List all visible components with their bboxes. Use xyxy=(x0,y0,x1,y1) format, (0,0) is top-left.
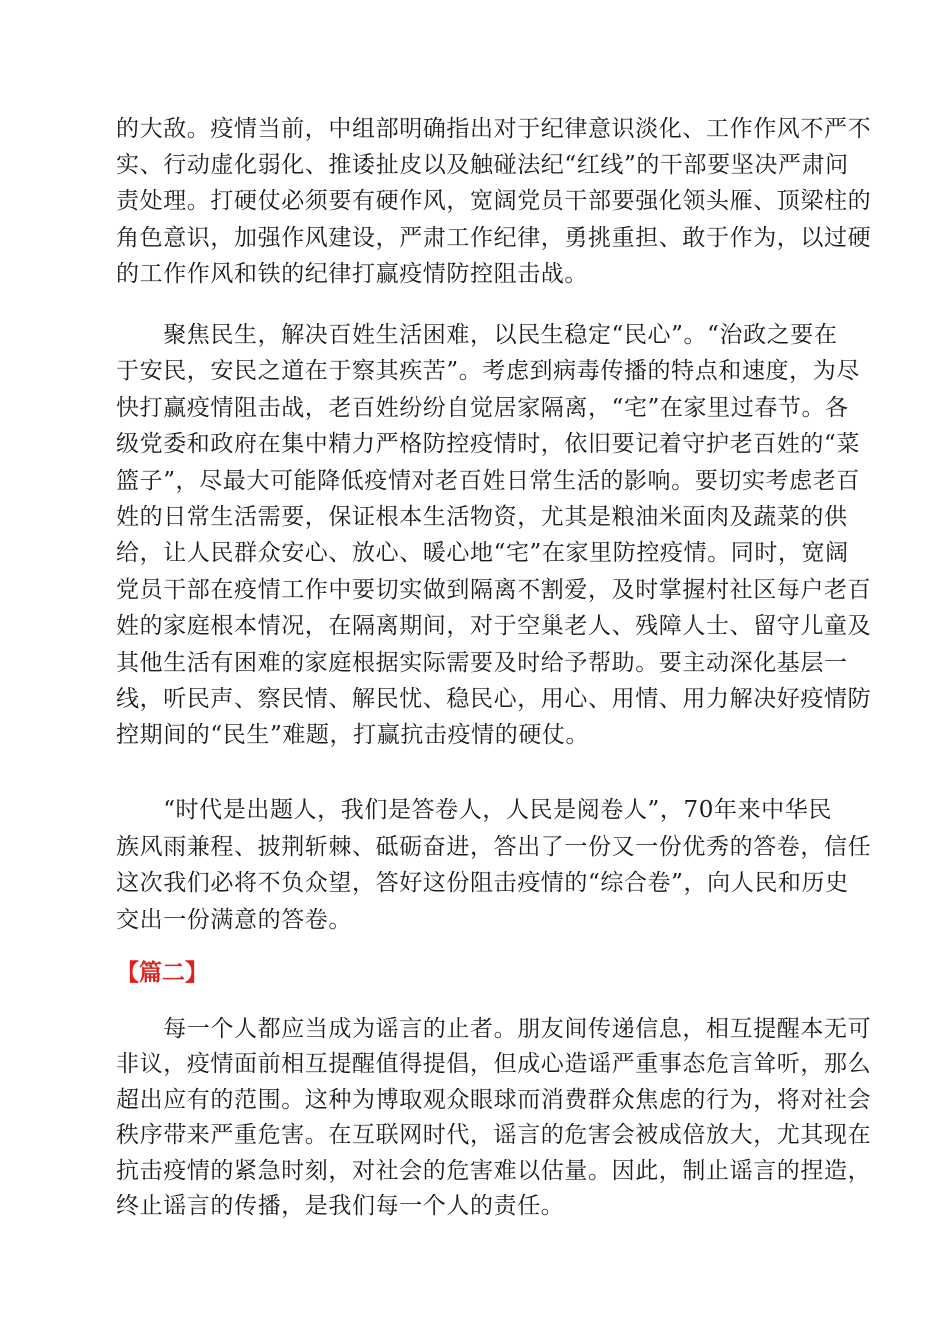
paragraph-line: 聚焦民生，解决百姓生活困难，以民生稳定“民心”。“治政之要在 xyxy=(116,322,838,348)
paragraph-line: 抗击疫情的紧急时刻，对社会的危害难以估量。因此，制止谣言的捏造， xyxy=(116,1157,872,1184)
paragraph-line: 秩序带来严重危害。在互联网时代，谣言的危害会被成倍放大，尤其现在 xyxy=(116,1122,872,1149)
paragraph-line: 其他生活有困难的家庭根据实际需要及时给予帮助。要主动深化基层一 xyxy=(116,649,848,676)
paragraph-line: 超出应有的范围。这种为博取观众眼球而消费群众焦虑的行为，将对社会 xyxy=(116,1086,872,1113)
paragraph-3 xyxy=(116,792,872,938)
paragraph-line: 交出一份满意的答卷。 xyxy=(116,906,352,933)
paragraph-1 xyxy=(116,111,872,292)
paragraph-line: 线，听民声、察民情、解民忧、稳民心，用心、用情、用力解决好疫情防 xyxy=(116,686,872,713)
paragraph-line: 于安民，安民之道在于察其疾苦”。考虑到病毒传播的特点和速度，为尽 xyxy=(116,358,860,385)
paragraph-line: 责处理。打硬仗必须要有硬作风，宽阔党员干部要强化领头雁、顶梁柱的 xyxy=(116,188,872,215)
paragraph-line: 姓的家庭根本情况，在隔离期间，对于空巢老人、残障人士、留守儿童及 xyxy=(116,613,872,640)
paragraph-line: 级党委和政府在集中精力严格防控疫情时，依旧要记着守护老百姓的“菜 xyxy=(116,431,860,458)
paragraph-line: 实、行动虚化弱化、推诿扯皮以及触碰法纪“红线”的干部要坚决严肃问 xyxy=(116,152,849,179)
paragraph-line: 党员干部在疫情工作中要切实做到隔离不割爱，及时掌握村社区每户老百 xyxy=(116,576,872,603)
paragraph-line: 非议，疫情面前相互提醒值得提倡，但成心造谣严重事态危言耸听，那么 xyxy=(116,1051,872,1078)
paragraph-line: 的大敌。疫情当前，中组部明确指出对于纪律意识淡化、工作作风不严不 xyxy=(116,116,872,142)
section-heading: 【篇二】 xyxy=(116,960,208,986)
paragraph-4 xyxy=(116,1012,872,1224)
paragraph-line: 这次我们必将不负众望，答好这份阻击疫情的“综合卷”，向人民和历史 xyxy=(116,870,849,896)
paragraph-line: 族风雨兼程、披荆斩棘、砥砺奋进，答出了一份又一份优秀的答卷，信任 xyxy=(116,833,872,860)
paragraph-line: 快打赢疫情阻击战，老百姓纷纷自觉居家隔离，“宅”在家里过春节。各 xyxy=(116,394,849,421)
paragraph-line: 角色意识，加强作风建设，严肃工作纪律，勇挑重担、敢于作为，以过硬 xyxy=(116,224,872,251)
paragraph-line: “时代是出题人，我们是答卷人，人民是阅卷人”，70年来中华民 xyxy=(116,797,832,823)
paragraph-line: 篮子”，尽最大可能降低疫情对老百姓日常生活的影响。要切实考虑老百 xyxy=(116,467,860,494)
paragraph-2 xyxy=(116,317,872,754)
paragraph-line: 控期间的“民生”难题，打赢抗击疫情的硬仗。 xyxy=(116,722,590,749)
paragraph-line: 的工作作风和铁的纪律打赢疫情防控阻击战。 xyxy=(116,260,588,287)
paragraph-line: 终止谣言的传播，是我们每一个人的责任。 xyxy=(116,1193,565,1220)
paragraph-line: 给，让人民群众安心、放心、暖心地“宅”在家里防控疫情。同时，宽阔 xyxy=(116,540,849,567)
paragraph-line: 姓的日常生活需要，保证根本生活物资，尤其是粮油米面肉及蔬菜的供 xyxy=(116,504,848,531)
paragraph-line: 每一个人都应当成为谣言的止者。朋友间传递信息，相互提醒本无可 xyxy=(116,1016,872,1042)
